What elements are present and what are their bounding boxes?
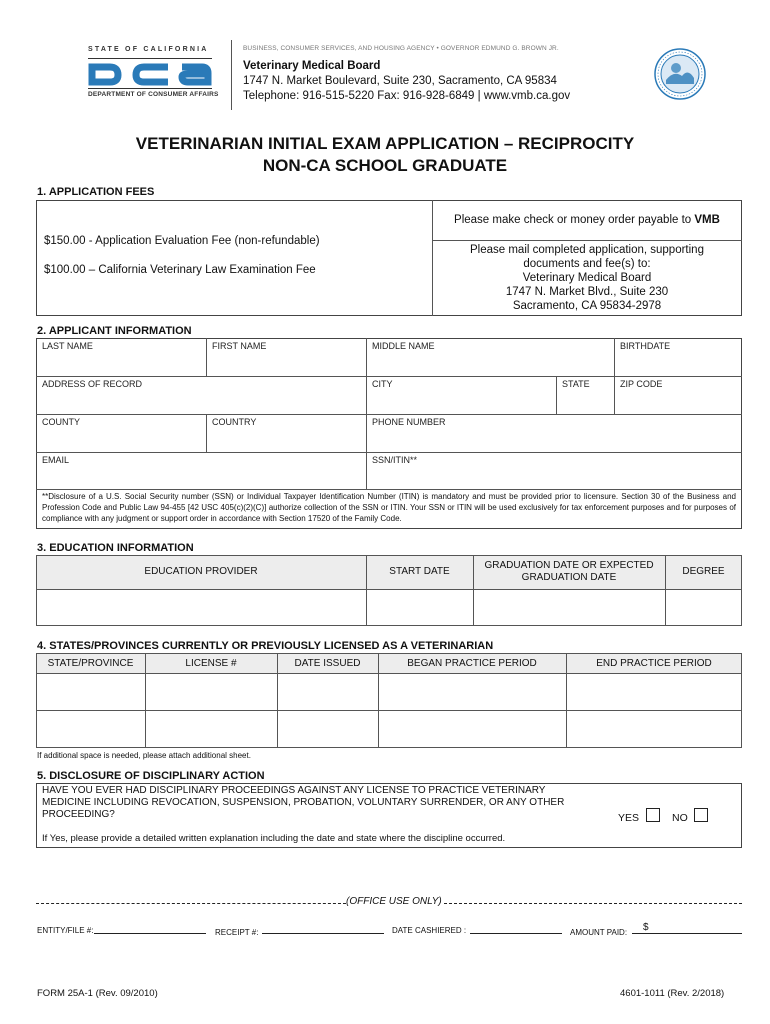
col-graduation-line2: GRADUATION DATE [521,572,617,583]
board-contact: Telephone: 916-515-5220 Fax: 916-928-6849 | www.vmb.ca.gov [243,90,571,102]
col-graduation-date [473,560,665,584]
middle-name-field[interactable] [367,352,613,375]
city-field[interactable] [367,390,555,413]
row-line [36,414,742,415]
county-label: COUNTY [42,417,80,427]
section-applicant-heading: 2. APPLICANT INFORMATION [37,325,192,337]
birthdate-field[interactable] [615,352,741,375]
middle-name-label: MIDDLE NAME [372,341,435,351]
office-dash-left [36,903,346,904]
revision-code: 4601-1011 (Rev. 2/2018) [620,988,725,999]
education-degree-field[interactable] [666,590,741,625]
email-label: EMAIL [42,455,70,465]
col-license-number: LICENSE # [185,658,237,669]
logo-rule-top [88,58,212,59]
col-start-date: START DATE [389,566,450,577]
date-cashiered-label: DATE CASHIERED : [392,926,467,935]
discipline-q-line2: MEDICINE INCLUDING REVOCATION, SUSPENSION, PROBATION, VOLUNTARY SURRENDER, OR ANY OTHER [42,797,565,808]
address-label: ADDRESS OF RECORD [42,379,143,389]
license-row-1[interactable] [37,674,741,709]
state-field[interactable] [557,390,613,413]
payable-note [432,214,742,226]
section-education-heading: 3. EDUCATION INFORMATION [37,542,194,554]
state-seal-icon [654,48,706,100]
first-name-label: FIRST NAME [212,341,267,351]
row-line [36,376,742,377]
logo-rule-bottom [88,88,212,89]
office-dash-right [444,903,742,904]
ssn-disclosure-note: **Disclosure of a U.S. Social Security number (SSN) or Individual Taxpayer Identification Number (ITIN) is mandatory and must be provided prior to licensure. Section 30 of the Business and Profession Code and Public Law 94-455 [42 USC 405(c)(2)(C)] authorize collection of the SSN or ITIN. Your SSN or ITIN will be used exclusively for tax enforcement purposes and for purposes of compliance with any judgment or support order in accordance with Section 17520 of the Family Code. [42,492,736,523]
form-title-line2: NON-CA SCHOOL GRADUATE [262,156,508,175]
state-of-california-label: STATE OF CALIFORNIA [88,46,209,53]
zip-label: ZIP CODE [620,379,663,389]
office-use-label: (OFFICE USE ONLY) [346,896,442,907]
additional-space-note: If additional space is needed, please attach additional sheet. [37,751,251,760]
row-line [36,489,742,490]
yes-label: YES [618,812,640,824]
county-field[interactable] [37,428,205,451]
board-name: Veterinary Medical Board [243,60,381,72]
ssn-label: SSN/ITIN** [372,455,418,465]
fee-evaluation: $150.00 - Application Evaluation Fee (non-refundable) [44,235,320,247]
col-education-provider: EDUCATION PROVIDER [144,566,258,577]
discipline-q-line3: PROCEEDING? [42,809,115,820]
address-field[interactable] [37,390,365,413]
receipt-label: RECEIPT #: [215,928,259,937]
email-field[interactable] [37,466,365,488]
fees-hline [432,240,742,241]
fee-law-exam: $100.00 – California Veterinary Law Examination Fee [44,264,316,276]
discipline-question [42,785,602,821]
payable-to: VMB [694,214,720,226]
license-row-2[interactable] [37,711,741,747]
mail-line: Veterinary Medical Board [522,272,652,284]
phone-field[interactable] [367,428,741,451]
last-name-label: LAST NAME [42,341,93,351]
mail-instructions [432,243,742,313]
country-field[interactable] [207,428,365,451]
mail-line: documents and fee(s) to: [523,258,651,270]
form-title-line1: VETERINARIAN INITIAL EXAM APPLICATION – RECIPROCITY [135,134,635,153]
agency-line: BUSINESS, CONSUMER SERVICES, AND HOUSING AGENCY • GOVERNOR EDMUND G. BROWN JR. [243,45,559,52]
col-state-province: STATE/PROVINCE [47,658,134,669]
row-line [36,452,742,453]
col-date-issued: DATE ISSUED [294,658,361,669]
date-cashiered-line[interactable] [470,933,562,934]
yes-checkbox[interactable] [646,808,660,822]
no-checkbox[interactable] [694,808,708,822]
discipline-explain: If Yes, please provide a detailed written explanation including the date and state where the discipline occurred. [42,833,506,844]
phone-label: PHONE NUMBER [372,417,446,427]
education-provider-field[interactable] [37,590,365,625]
no-label: NO [672,812,688,824]
amount-paid-label: AMOUNT PAID: [570,928,628,937]
receipt-line[interactable] [262,933,384,934]
entity-file-line[interactable] [94,933,206,934]
col-began-practice: BEGAN PRACTICE PERIOD [407,658,537,669]
mail-line: 1747 N. Market Blvd., Suite 230 [505,286,669,298]
form-number: FORM 25A-1 (Rev. 09/2010) [37,988,158,999]
col-end-practice: END PRACTICE PERIOD [596,658,712,669]
board-address: 1747 N. Market Boulevard, Suite 230, Sacramento, CA 95834 [243,75,557,87]
payable-text: Please make check or money order payable to [454,214,695,226]
entity-file-label: ENTITY/FILE #: [37,926,94,935]
education-start-field[interactable] [367,590,472,625]
last-name-field[interactable] [37,352,205,375]
first-name-field[interactable] [207,352,365,375]
section-fees-heading: 1. APPLICATION FEES [37,186,155,198]
mail-line: Sacramento, CA 95834-2978 [512,300,662,312]
mail-line: Please mail completed application, supporting [470,244,704,256]
dca-logo [88,60,214,86]
dept-consumer-affairs-label: DEPARTMENT OF CONSUMER AFFAIRS [88,91,219,98]
dollar-sign: $ [643,922,649,933]
city-label: CITY [372,379,393,389]
country-label: COUNTRY [212,417,257,427]
zip-field[interactable] [615,390,741,413]
col-degree: DEGREE [682,566,725,577]
header-divider [231,40,232,110]
amount-paid-line[interactable] [632,933,742,934]
section-licenses-heading: 4. STATES/PROVINCES CURRENTLY OR PREVIOUSLY LICENSED AS A VETERINARIAN [37,640,494,652]
section-discipline-heading: 5. DISCLOSURE OF DISCIPLINARY ACTION [37,770,265,782]
col-graduation-line1: GRADUATION DATE OR EXPECTED [484,560,654,571]
discipline-q-line1: HAVE YOU EVER HAD DISCIPLINARY PROCEEDINGS AGAINST ANY LICENSE TO PRACTICE VETERINARY [42,785,546,796]
state-label: STATE [562,379,590,389]
ssn-field[interactable] [367,466,741,488]
birthdate-label: BIRTHDATE [620,341,671,351]
education-grad-field[interactable] [474,590,664,625]
